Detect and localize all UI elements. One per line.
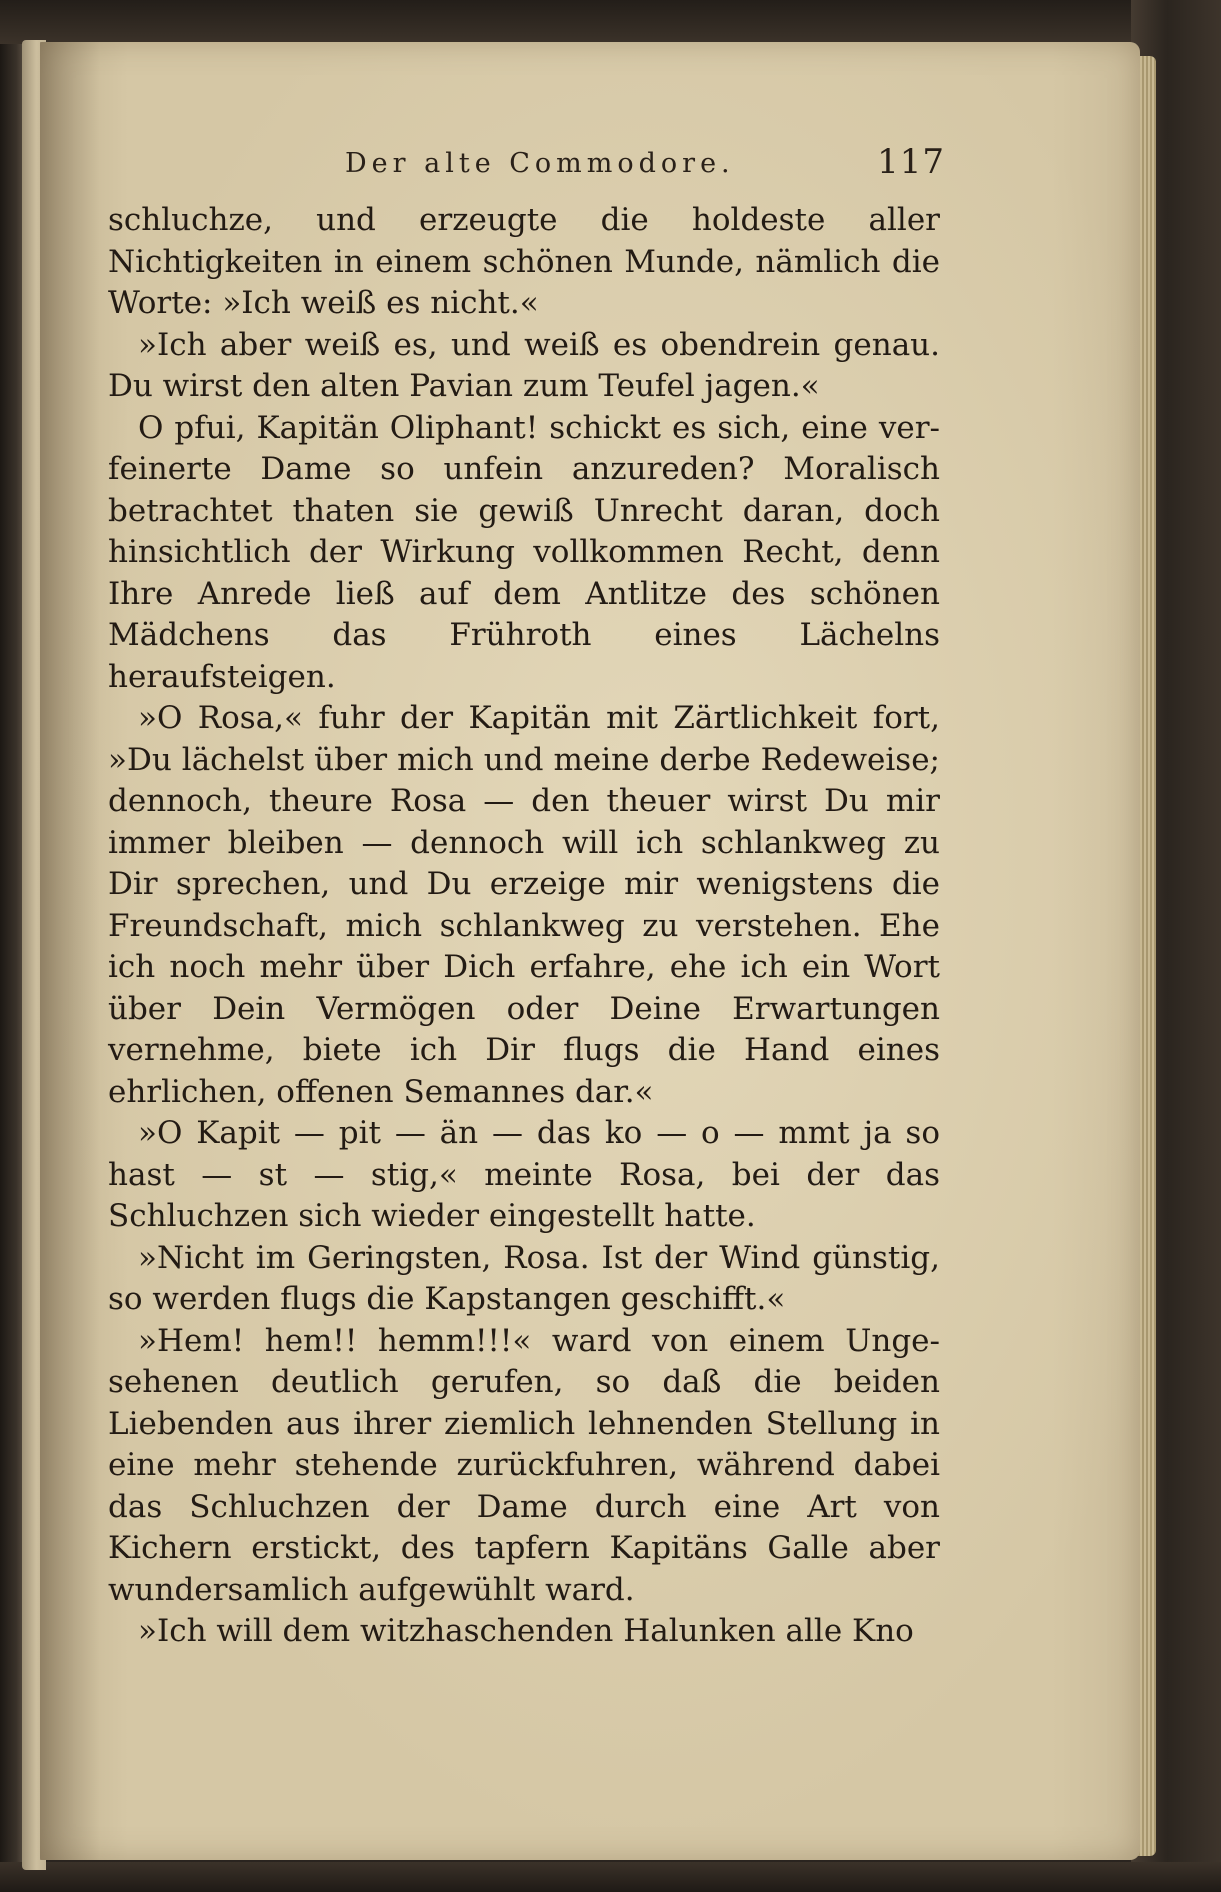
paragraph-7: »Hem! hem!! hemm!!!« ward von einem Ungesehenen deutlich gerufen, so daß die beiden Liebenden aus ihrer ziemlich lehnenden Stellung in eine mehr stehende zurückfuhren, während dabei das Schluchzen der Dame durch eine Art von Kichern erstickt, des tapfern Kapitäns Galle aber wundersamlich aufgewühlt ward. bbox=[108, 1322, 940, 1608]
paragraph-8: »Ich will dem witzhaschenden Halunken alle Kno bbox=[138, 1613, 914, 1649]
book-cover-top-edge bbox=[0, 0, 1221, 44]
gutter-shadow bbox=[40, 42, 100, 1860]
paragraph-3: O pfui, Kapitän Oliphant! schickt es sich, eine verfeinerte Dame so unfein anzureden? Moralisch betrachtet thaten sie gewiß Unrecht daran, doch hinsichtlich der Wirkung vollkommen Recht, denn Ihre Anrede ließ auf dem Antlitze des schönen Mädchens das Frühroth eines Lächelns heraufsteigen. bbox=[108, 409, 940, 695]
body-text bbox=[108, 200, 940, 1653]
running-title: Der alte Commodore. bbox=[345, 148, 735, 179]
book-cover-bottom-edge bbox=[0, 1862, 1221, 1892]
paragraph-1: schluchze, und erzeugte die holdeste aller Nichtigkeiten in einem schönen Munde, nämlich die Worte: »Ich weiß es nicht.« bbox=[108, 202, 940, 321]
paragraph-5: »O Kapit — pit — än — das ko — o — mmt ja so hast — st — stig,« meinte Rosa, bei der das Schluchzen sich wieder eingestellt hatte. bbox=[108, 1115, 940, 1234]
running-head bbox=[95, 142, 945, 192]
paragraph-4: »O Rosa,« fuhr der Kapitän mit Zärtlichkeit fort, »Du lächelst über mich und meine derbe Redeweise; dennoch, theure Rosa — den theuer wirst Du mir immer bleiben — dennoch will ich schlankweg zu Dir sprechen, und Du erzeige mir wenigstens die Freundschaft, mich schlankweg zu verstehen. Ehe ich noch mehr über Dich erfahre, ehe ich ein Wort über Dein Vermögen oder Deine Erwartungen vernehme, biete ich Dir flugs die Hand eines ehrlichen, offenen Semannes dar.« bbox=[108, 700, 940, 1110]
page-number: 117 bbox=[877, 142, 945, 182]
paragraph-6: »Nicht im Geringsten, Rosa. Ist der Wind günstig, so werden flugs die Kapstangen geschifft.« bbox=[108, 1239, 940, 1317]
paragraph-2: »Ich aber weiß es, und weiß es obendrein genau. Du wirst den alten Pavian zum Teufel jagen.« bbox=[108, 326, 940, 404]
